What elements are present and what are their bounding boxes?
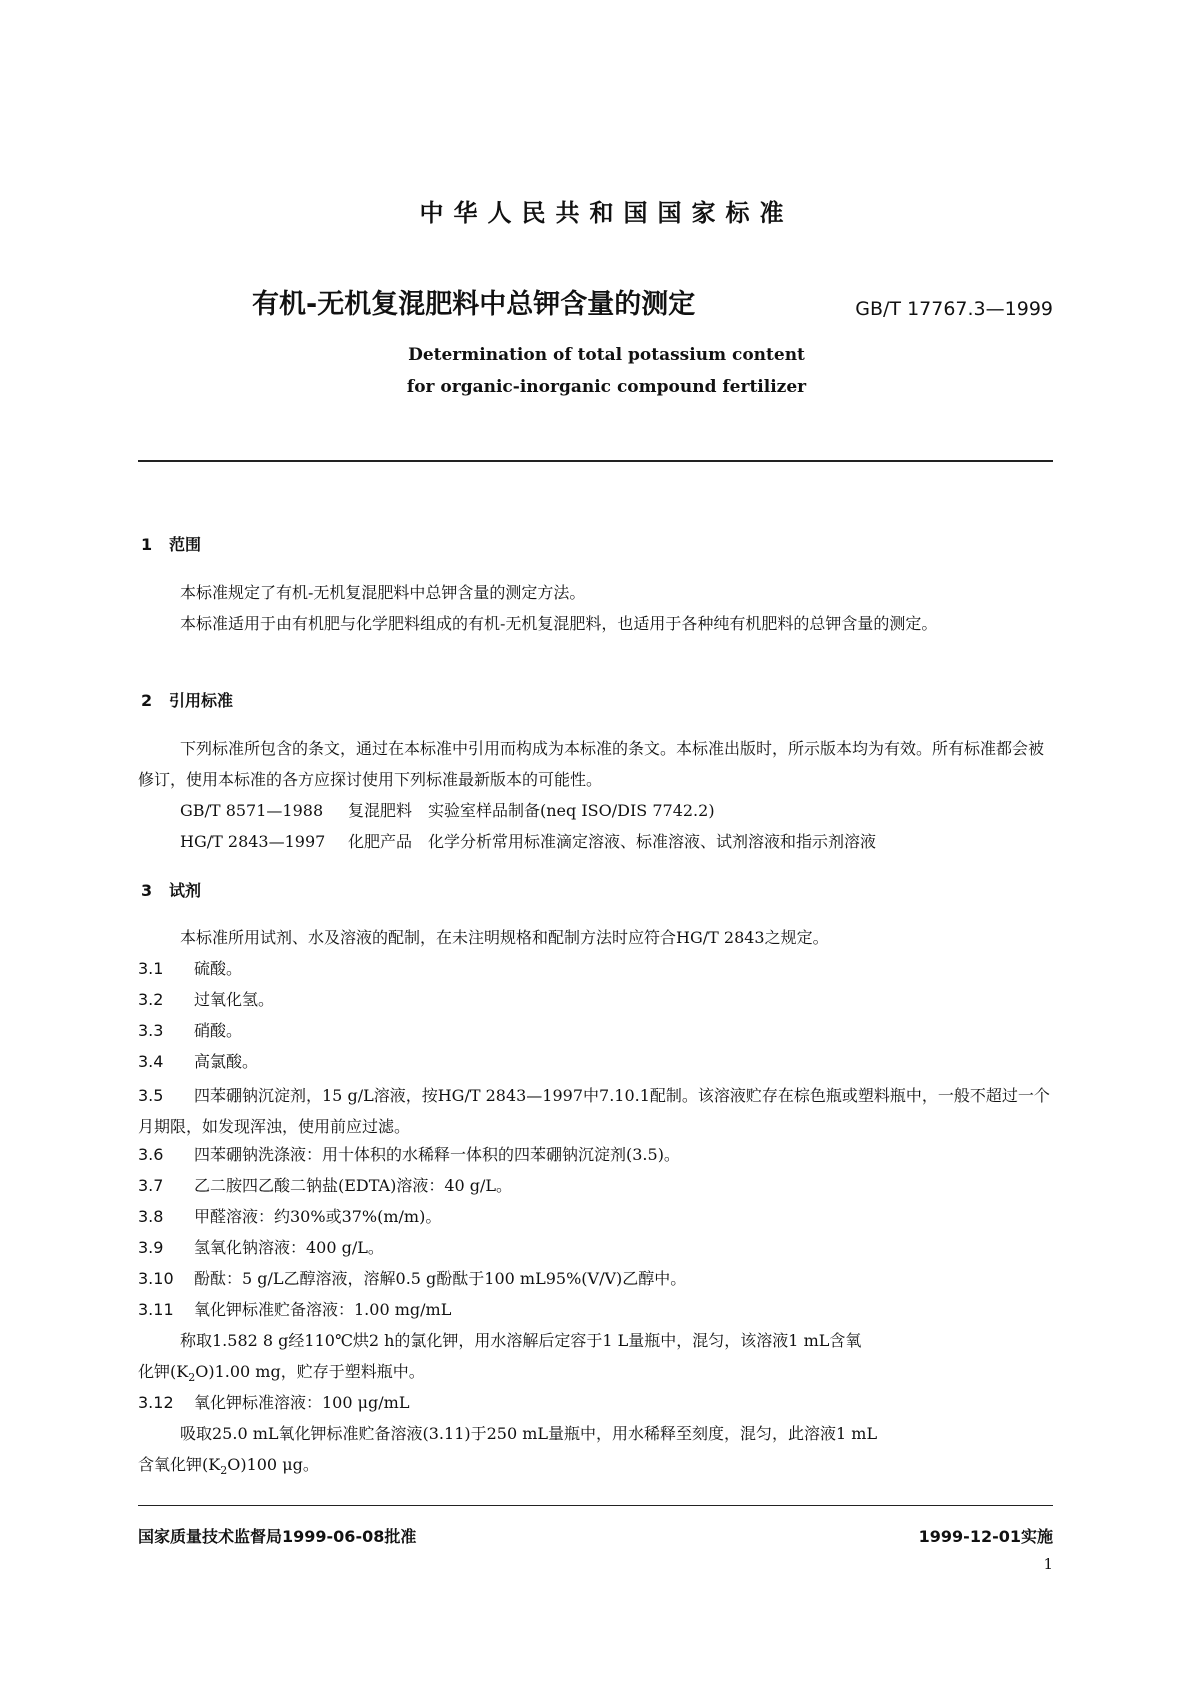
reference-code: GB/T 8571—1988 xyxy=(180,801,324,820)
section-title: 范围 xyxy=(169,535,202,554)
section-1-paragraph-1: 本标准规定了有机-无机复混肥料中总钾含量的测定方法。 xyxy=(180,583,586,602)
clause-number: 3.7 xyxy=(138,1176,164,1195)
clause-number: 3.11 xyxy=(138,1300,174,1319)
document-title-en-line2: for organic-inorganic compound fertilizer xyxy=(406,377,807,397)
section-number: 1 xyxy=(141,535,153,554)
subscript: 2 xyxy=(220,1464,228,1478)
clause-item xyxy=(138,1142,680,1165)
clause-item xyxy=(138,1235,384,1258)
section-2-heading xyxy=(141,688,233,711)
reference-title: 化肥产品 化学分析常用标准滴定溶液、标准溶液、试剂溶液和指示剂溶液 xyxy=(348,832,877,851)
clause-item xyxy=(138,1297,451,1320)
footer-divider xyxy=(138,1505,1053,1506)
clause-number: 3.12 xyxy=(138,1393,174,1412)
clause-text: 酚酞：5 g/L乙醇溶液，溶解0.5 g酚酞于100 mL95%(V/V)乙醇中。 xyxy=(194,1269,687,1288)
section-title: 引用标准 xyxy=(169,691,234,710)
clause-number: 3.5 xyxy=(138,1086,164,1105)
clause-3-11-paragraph-line1: 称取1.582 8 g经110℃烘2 h的氯化钾，用水溶解后定容于1 L量瓶中，混匀，该溶液1 mL含氧 xyxy=(180,1331,862,1350)
text-fragment: O)100 μg。 xyxy=(227,1455,319,1474)
section-1-heading xyxy=(141,532,201,555)
clause-3-11-paragraph-line2 xyxy=(138,1359,425,1384)
clause-item xyxy=(138,1266,686,1289)
clause-number: 3.9 xyxy=(138,1238,164,1257)
clause-text: 过氧化氢。 xyxy=(194,990,275,1009)
clause-text: 氧化钾标准贮备溶液：1.00 mg/mL xyxy=(194,1300,452,1319)
clause-3-12-paragraph-line1: 吸取25.0 mL氧化钾标准贮备溶液(3.11)于250 mL量瓶中，用水稀释至刻度，混匀，此溶液1 mL xyxy=(180,1424,878,1443)
national-standard-heading: 中华人民共和国国家标准 xyxy=(419,199,794,227)
text-fragment: O)1.00 mg，贮存于塑料瓶中。 xyxy=(195,1362,425,1381)
clause-text: 高氯酸。 xyxy=(194,1052,259,1071)
clause-item xyxy=(138,1390,409,1413)
clause-text: 硫酸。 xyxy=(194,959,243,978)
text-fragment: 化钾(K xyxy=(138,1362,189,1381)
section-3-heading xyxy=(141,878,201,901)
clause-item xyxy=(138,1049,258,1072)
clause-text: 甲醛溶液：约30%或37%(m/m)。 xyxy=(194,1207,442,1226)
approval-line: 国家质量技术监督局1999-06-08批准 xyxy=(138,1527,417,1546)
section-number: 2 xyxy=(141,691,153,710)
text-fragment: 含氧化钾(K xyxy=(138,1455,221,1474)
clause-text: 氢氧化钠溶液：400 g/L。 xyxy=(194,1238,384,1257)
section-1-paragraph-2: 本标准适用于由有机肥与化学肥料组成的有机-无机复混肥料，也适用于各种纯有机肥料的总钾含量的测定。 xyxy=(180,614,938,633)
reference-item xyxy=(180,798,715,821)
clause-text: 硝酸。 xyxy=(194,1021,243,1040)
clause-text: 乙二胺四乙酸二钠盐(EDTA)溶液：40 g/L。 xyxy=(194,1176,513,1195)
clause-item xyxy=(138,956,242,979)
clause-number: 3.8 xyxy=(138,1207,164,1226)
clause-item xyxy=(138,1018,242,1041)
clause-text: 四苯硼钠沉淀剂，15 g/L溶液，按HG/T 2843—1997中7.10.1配制。该溶液贮存在棕色瓶或塑料瓶中，一般不超过一个月期限，如发现浑浊，使用前应过滤。 xyxy=(138,1086,1050,1136)
clause-number: 3.4 xyxy=(138,1052,164,1071)
clause-number: 3.10 xyxy=(138,1269,174,1288)
clause-item xyxy=(138,1080,1053,1142)
section-number: 3 xyxy=(141,881,153,900)
page-number: 1 xyxy=(1043,1555,1053,1573)
implementation-date: 1999-12-01实施 xyxy=(918,1527,1053,1546)
standard-number: GB/T 17767.3—1999 xyxy=(855,298,1053,320)
subscript: 2 xyxy=(188,1371,196,1385)
clause-number: 3.1 xyxy=(138,959,164,978)
reference-code: HG/T 2843—1997 xyxy=(180,832,326,851)
section-2-paragraph-1: 下列标准所包含的条文，通过在本标准中引用而构成为本标准的条文。本标准出版时，所示版本均为有效。所有标准都会被修订，使用本标准的各方应探讨使用下列标准最新版本的可能性。 xyxy=(138,739,1045,789)
clause-text: 四苯硼钠洗涤液：用十体积的水稀释一体积的四苯硼钠沉淀剂(3.5)。 xyxy=(194,1145,680,1164)
clause-item xyxy=(138,987,274,1010)
section-title: 试剂 xyxy=(169,881,202,900)
clause-number: 3.6 xyxy=(138,1145,164,1164)
clause-number: 3.3 xyxy=(138,1021,164,1040)
document-title-en-line1: Determination of total potassium content xyxy=(408,345,805,365)
clause-text: 氧化钾标准溶液：100 μg/mL xyxy=(194,1393,410,1412)
reference-title: 复混肥料 实验室样品制备(neq ISO/DIS 7742.2) xyxy=(348,801,715,820)
header-divider xyxy=(138,460,1053,462)
clause-3-12-paragraph-line2 xyxy=(138,1452,319,1477)
clause-item xyxy=(138,1204,441,1227)
reference-item xyxy=(180,829,876,852)
document-title-cn: 有机-无机复混肥料中总钾含量的测定 xyxy=(252,289,696,320)
clause-item xyxy=(138,1173,512,1196)
section-3-intro: 本标准所用试剂、水及溶液的配制，在未注明规格和配制方法时应符合HG/T 2843之规定。 xyxy=(180,928,829,947)
clause-number: 3.2 xyxy=(138,990,164,1009)
